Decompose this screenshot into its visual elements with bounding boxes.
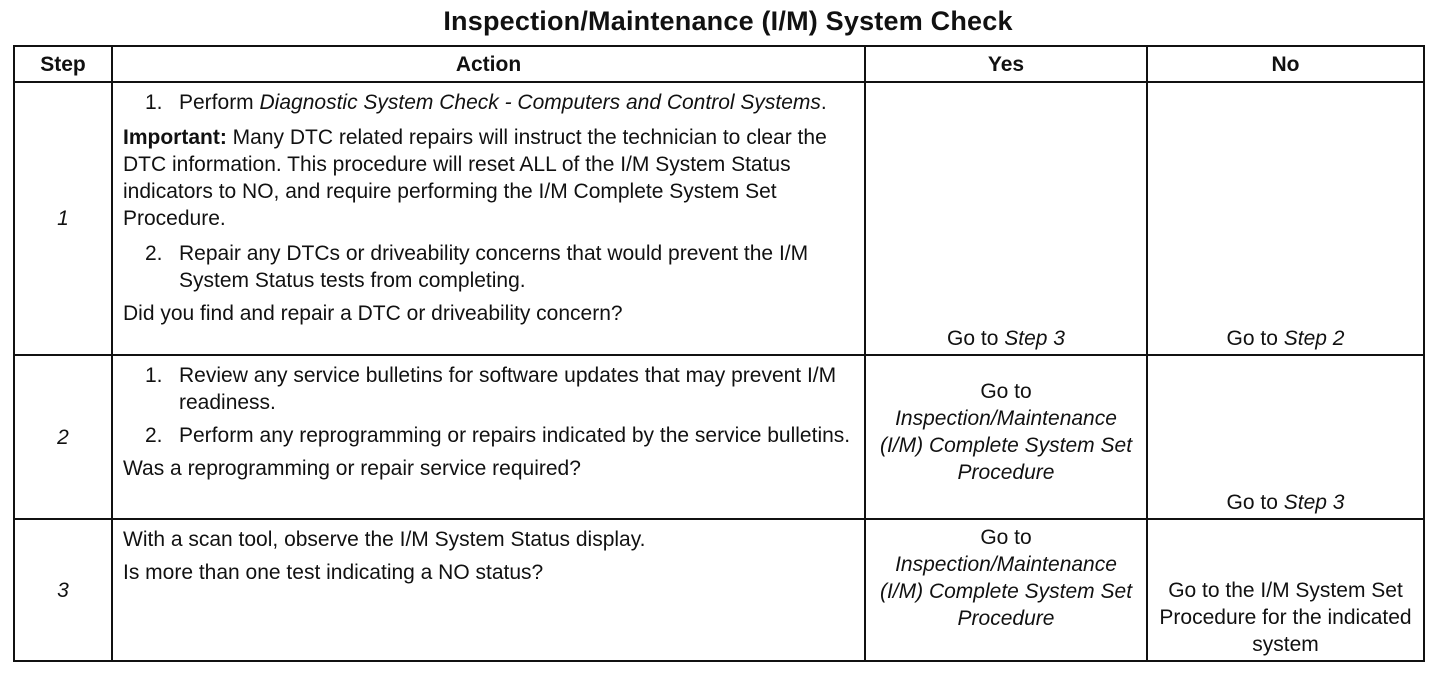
header-no: No bbox=[1147, 46, 1424, 82]
reference-link: Diagnostic System Check - Computers and Control Systems bbox=[259, 91, 821, 114]
table-row bbox=[14, 519, 1424, 661]
yes-result: Go to Inspection/Maintenance (I/M) Complete System Set Procedure bbox=[866, 378, 1146, 486]
no-result: Go to Step 2 bbox=[1226, 327, 1345, 350]
action-cell bbox=[112, 355, 865, 519]
reference-link: Inspection/Maintenance (I/M) Complete System Set Procedure bbox=[879, 407, 1133, 484]
table-header-row bbox=[14, 46, 1424, 82]
action-item: 1. Review any service bulletins for software updates that may prevent I/M readiness. bbox=[145, 364, 837, 414]
yes-cell bbox=[865, 355, 1147, 519]
action-item: 2. Repair any DTCs or driveability concerns that would prevent the I/M System Status tests from completing. bbox=[145, 242, 809, 292]
no-result: Go to the I/M System Set Procedure for the indicated system bbox=[1159, 579, 1412, 656]
header-yes: Yes bbox=[865, 46, 1147, 82]
no-cell bbox=[1147, 519, 1424, 661]
action-text: With a scan tool, observe the I/M System Status display. bbox=[123, 528, 646, 551]
step-number: 3 bbox=[14, 519, 112, 661]
question-text: Is more than one test indicating a NO status? bbox=[123, 561, 544, 584]
step-number: 1 bbox=[14, 82, 112, 355]
yes-cell bbox=[865, 82, 1147, 355]
action-cell bbox=[112, 519, 865, 661]
page-title: Inspection/Maintenance (I/M) System Check bbox=[443, 6, 1013, 36]
table-row bbox=[14, 355, 1424, 519]
action-cell bbox=[112, 82, 865, 355]
no-cell bbox=[1147, 355, 1424, 519]
yes-result: Go to Inspection/Maintenance (I/M) Complete System Set Procedure bbox=[866, 524, 1146, 632]
no-result: Go to Step 3 bbox=[1226, 491, 1345, 514]
header-step: Step bbox=[14, 46, 112, 82]
table-row bbox=[14, 82, 1424, 355]
yes-cell bbox=[865, 519, 1147, 661]
important-note: Important: Many DTC related repairs will instruct the technician to clear the DTC information. This procedure will reset ALL of the I/M System Status indicators to NO, and require performing the I/M Complete System Set Procedure. bbox=[123, 126, 827, 230]
question-text: Was a reprogramming or repair service required? bbox=[123, 457, 581, 480]
action-item: 1. Perform Diagnostic System Check - Computers and Control Systems. bbox=[145, 91, 827, 114]
header-action: Action bbox=[112, 46, 865, 82]
action-item: 2. Perform any reprogramming or repairs indicated by the service bulletins. bbox=[145, 424, 851, 447]
step-number: 2 bbox=[14, 355, 112, 519]
reference-link: Inspection/Maintenance (I/M) Complete System Set Procedure bbox=[879, 553, 1133, 630]
question-text: Did you find and repair a DTC or driveability concern? bbox=[123, 302, 623, 325]
no-cell bbox=[1147, 82, 1424, 355]
system-check-table bbox=[13, 45, 1425, 662]
yes-result: Go to Step 3 bbox=[947, 327, 1065, 350]
